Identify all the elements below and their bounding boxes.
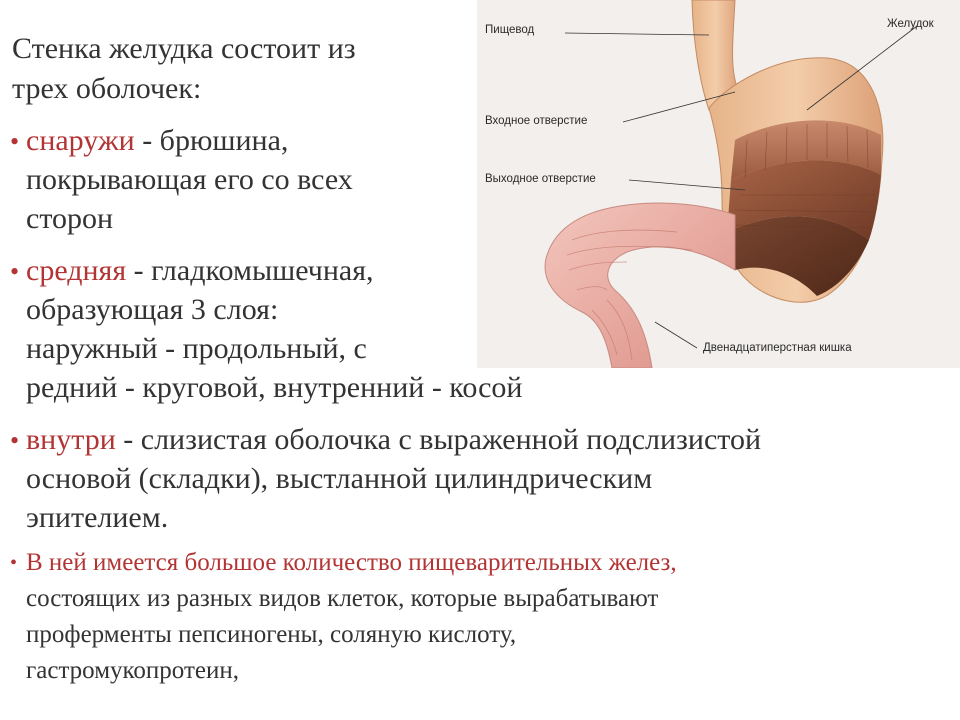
term-outer: снаружи xyxy=(26,124,135,157)
label-stomach: Желудок xyxy=(887,18,934,30)
stomach-illustration xyxy=(477,0,960,368)
bullet-middle-line-4: редний - круговой, внутренний - косой xyxy=(26,371,523,404)
bullet-marker-glands: • xyxy=(10,552,18,574)
bullet-outer-line-1 xyxy=(26,124,288,158)
bullet-outer-line-3: сторон xyxy=(26,202,114,235)
bullet-outer-text-1: - брюшина, xyxy=(134,124,289,157)
bullet-middle-line-2: образующая 3 слоя: xyxy=(26,293,279,326)
bullet-outer-line-2: покрывающая его со всех xyxy=(26,163,353,196)
bullet-marker-inner: • xyxy=(10,426,20,455)
bullet-middle-line-1 xyxy=(26,254,374,288)
label-esophagus: Пищевод xyxy=(485,24,535,36)
bullet-inner-text-1: - слизистая оболочка с выраженной подслизистой xyxy=(115,423,762,456)
bullet-glands-line-3: проферменты пепсиногены, соляную кислоту, xyxy=(26,621,517,648)
label-outlet: Выходное отверстие xyxy=(485,173,596,185)
intro-line-2: трех оболочек: xyxy=(12,72,202,105)
bullet-glands-line-2: состоящих из разных видов клеток, которые вырабатывают xyxy=(26,585,659,612)
term-inner: внутри xyxy=(26,423,116,456)
bullet-marker-outer: • xyxy=(10,127,20,156)
bullet-marker-middle: • xyxy=(10,257,20,286)
label-inlet: Входное отверстие xyxy=(485,115,588,127)
bullet-middle-line-3: наружный - продольный, с xyxy=(26,332,367,365)
bullet-middle-text-1: - гладкомышечная, xyxy=(126,254,374,287)
bullet-glands-line-1: В ней имеется большое количество пищеварительных желез, xyxy=(26,549,677,576)
term-middle: средняя xyxy=(26,254,127,287)
bullet-inner-line-3: эпителием. xyxy=(26,501,169,534)
label-duodenum: Двенадцатиперстная кишка xyxy=(703,342,852,354)
bullet-glands-line-4: гастромукопротеин, xyxy=(26,657,239,684)
bullet-inner-line-2: основой (складки), выстланной цилиндрическим xyxy=(26,462,653,495)
bullet-inner-line-1 xyxy=(26,423,761,457)
intro-line-1: Стенка желудка состоит из xyxy=(12,32,356,65)
